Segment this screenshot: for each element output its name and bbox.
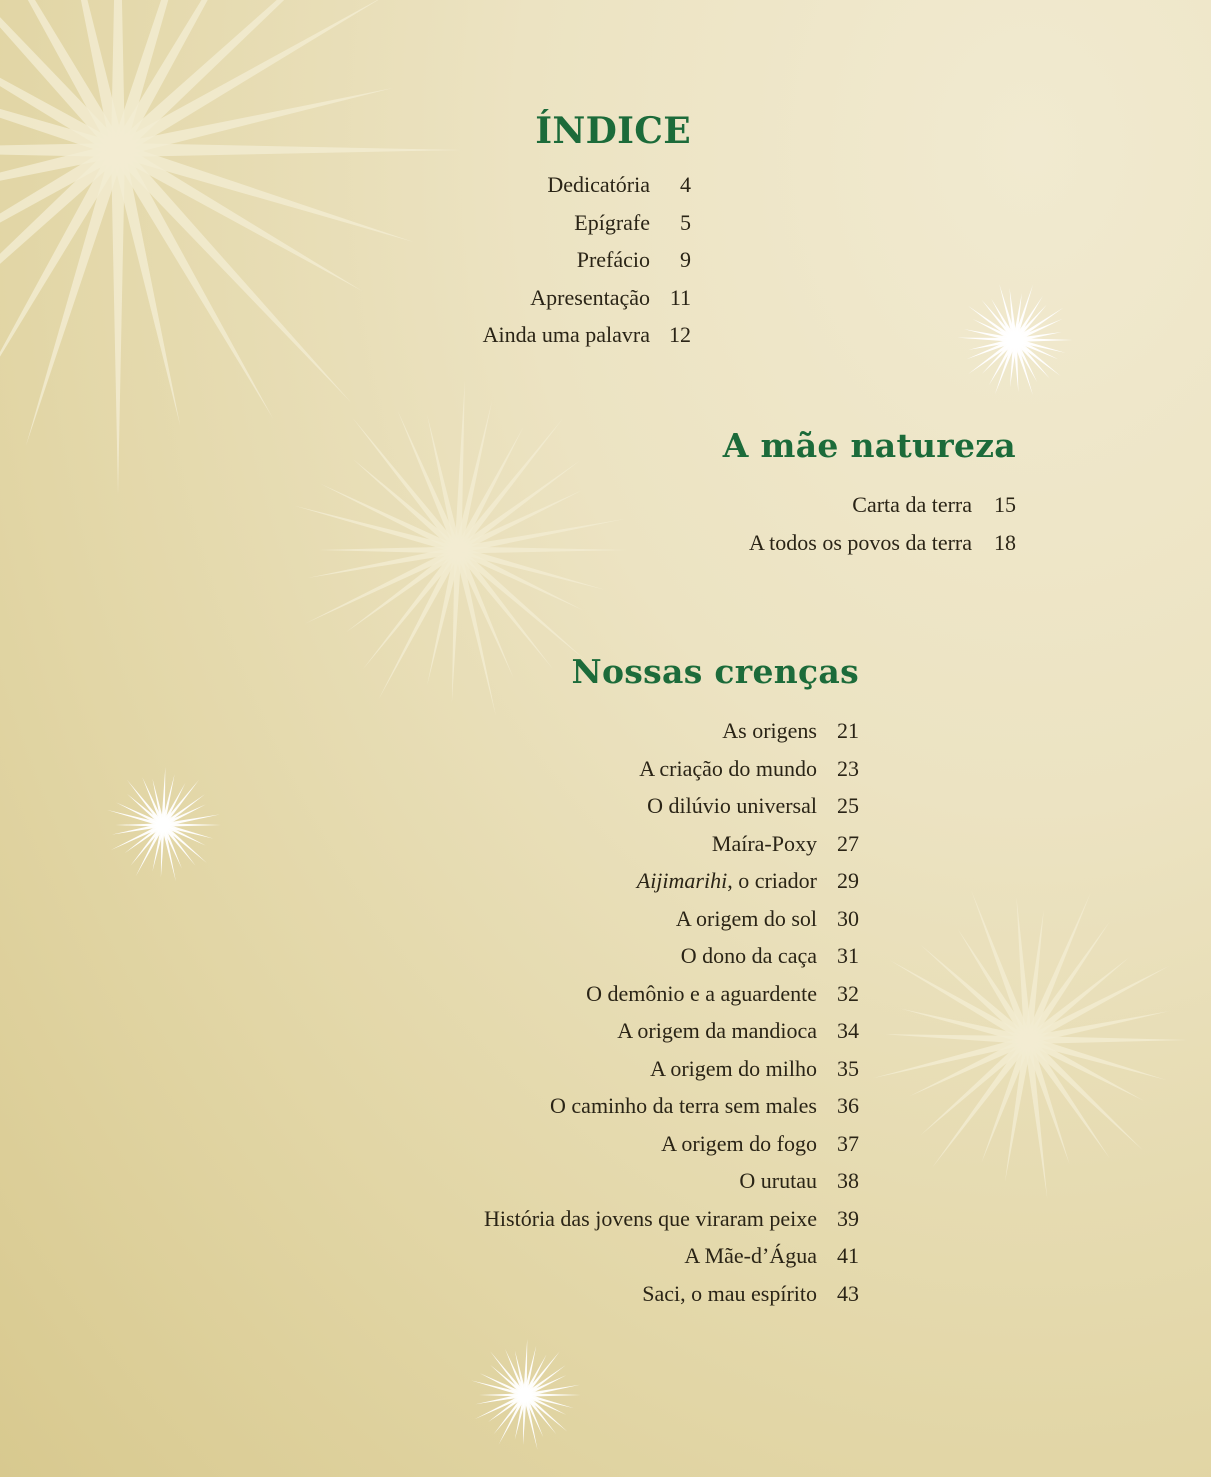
- starburst-spoke: [118, 143, 463, 157]
- toc-entry-title: A todos os povos da terra: [748, 529, 972, 555]
- toc-entry-title: A criação do mundo: [639, 755, 817, 781]
- toc-entry-page: 15: [994, 492, 1016, 517]
- toc-entry-title: A origem do sol: [675, 905, 817, 931]
- toc-entry[interactable]: [484, 975, 859, 1013]
- toc-entry-title: Maíra-Poxy: [711, 830, 817, 856]
- toc-entry-page: 39: [837, 1205, 859, 1231]
- toc-entry[interactable]: [484, 862, 859, 900]
- toc-entry-page: 12: [669, 322, 691, 347]
- toc-entry-page: 9: [680, 247, 691, 272]
- toc-entry[interactable]: [484, 900, 859, 938]
- toc-entry[interactable]: [483, 166, 691, 204]
- toc-entry-page: 32: [837, 980, 859, 1006]
- toc-entry[interactable]: [484, 750, 859, 788]
- toc-entry-page: 27: [837, 830, 859, 856]
- toc-entry[interactable]: [484, 937, 859, 975]
- toc-entry-title: História das jovens que viraram peixe: [484, 1205, 817, 1231]
- toc-list: [749, 486, 1016, 561]
- toc-entry-page: 31: [837, 943, 859, 968]
- toc-entry[interactable]: [484, 1162, 859, 1200]
- starburst-icon: [0, 0, 463, 495]
- toc-entry-title: A origem da mandioca: [617, 1018, 817, 1043]
- toc-entry-title: [637, 862, 817, 900]
- toc-entry-title-italic: Aijimarihi: [636, 868, 728, 893]
- starburst-spoke: [889, 960, 1030, 1043]
- section-heading-indice: ÍNDICE: [535, 110, 691, 152]
- toc-entry-page: 29: [837, 868, 859, 893]
- starburst-center: [1022, 1034, 1033, 1045]
- toc-entry-title: O urutau: [739, 1168, 817, 1193]
- toc-entry-title: O caminho da terra sem males: [550, 1093, 817, 1118]
- toc-entry-page: 37: [837, 1130, 859, 1156]
- toc-entry-title: Apresentação: [530, 284, 650, 310]
- toc-entry[interactable]: [483, 279, 691, 317]
- toc-entry-title: A origem do milho: [650, 1055, 817, 1081]
- toc-entry-title: Ainda uma palavra: [482, 322, 650, 347]
- starburst-icon: [957, 284, 1073, 395]
- toc-entry[interactable]: [484, 712, 859, 750]
- toc-entry[interactable]: [484, 1237, 859, 1275]
- toc-entry-page: 18: [994, 529, 1016, 555]
- toc-entry-title: Prefácio: [576, 247, 650, 272]
- toc-entry-page: 38: [837, 1168, 859, 1193]
- toc-entry-title: Carta da terra: [852, 492, 972, 517]
- toc-entry[interactable]: [484, 1125, 859, 1163]
- starburst-spoke: [456, 547, 587, 661]
- toc-entry-title: O demônio e a aguardente: [586, 980, 817, 1006]
- toc-entry-page: 11: [669, 284, 691, 310]
- toc-entry[interactable]: [484, 1050, 859, 1088]
- toc-entry-page: 30: [837, 905, 859, 931]
- starburst-center: [161, 823, 166, 828]
- toc-entry-page: 21: [837, 718, 859, 743]
- toc-entry-title: A Mãe-d’Água: [684, 1243, 817, 1268]
- toc-entry-page: 34: [837, 1018, 859, 1043]
- toc-entry-title: As origens: [722, 718, 817, 743]
- toc-entry-title: O dilúvio universal: [647, 793, 817, 818]
- toc-section-nossas-crencas: [484, 650, 859, 1312]
- starburst-spoke: [1026, 966, 1170, 1044]
- toc-entry[interactable]: [484, 787, 859, 825]
- starburst-spoke: [319, 547, 458, 554]
- starburst-icon: [471, 1339, 581, 1450]
- toc-list: [483, 166, 691, 354]
- toc-entry-title: Dedicatória: [547, 172, 650, 197]
- toc-entry[interactable]: [484, 825, 859, 863]
- toc-section-front-matter: [483, 108, 691, 354]
- toc-entry[interactable]: [484, 1275, 859, 1313]
- starburst-icon: [873, 890, 1188, 1198]
- starburst-center: [108, 140, 128, 160]
- section-heading-nossas-crencas: Nossas crenças: [571, 652, 859, 691]
- toc-entry[interactable]: [749, 524, 1016, 562]
- toc-entry-page: 43: [837, 1280, 859, 1306]
- toc-entry[interactable]: [483, 204, 691, 242]
- toc-entry-title: Epígrafe: [574, 209, 650, 235]
- toc-entry[interactable]: [484, 1087, 859, 1125]
- toc-entry[interactable]: [483, 316, 691, 354]
- toc-entry-page: 5: [680, 209, 691, 235]
- starburst-spoke: [111, 150, 125, 495]
- toc-entry-title-rest: , o criador: [727, 868, 817, 893]
- toc-entry[interactable]: [484, 1200, 859, 1238]
- toc-entry-page: 35: [837, 1055, 859, 1081]
- toc-entry[interactable]: [484, 1012, 859, 1050]
- toc-entry-page: 25: [837, 793, 859, 818]
- section-heading-mae-natureza: A mãe natureza: [722, 426, 1016, 465]
- starburst-center: [453, 545, 463, 555]
- starburst-spoke: [162, 824, 207, 863]
- toc-entry-title: O dono da caça: [680, 943, 817, 968]
- toc-entry[interactable]: [483, 241, 691, 279]
- toc-section-mae-natureza: [723, 424, 1016, 561]
- starburst-center: [523, 1393, 528, 1398]
- toc-list: [484, 712, 859, 1312]
- toc-entry-page: 4: [680, 172, 691, 197]
- starburst-center: [1012, 337, 1018, 343]
- toc-entry-page: 41: [837, 1243, 859, 1268]
- toc-entry-page: 36: [837, 1093, 859, 1118]
- toc-entry-title: A origem do fogo: [661, 1130, 817, 1156]
- toc-entry-title: Saci, o mau espírito: [642, 1280, 817, 1306]
- toc-entry-page: 23: [837, 755, 859, 781]
- toc-entry[interactable]: [749, 486, 1016, 524]
- starburst-icon: [107, 767, 221, 881]
